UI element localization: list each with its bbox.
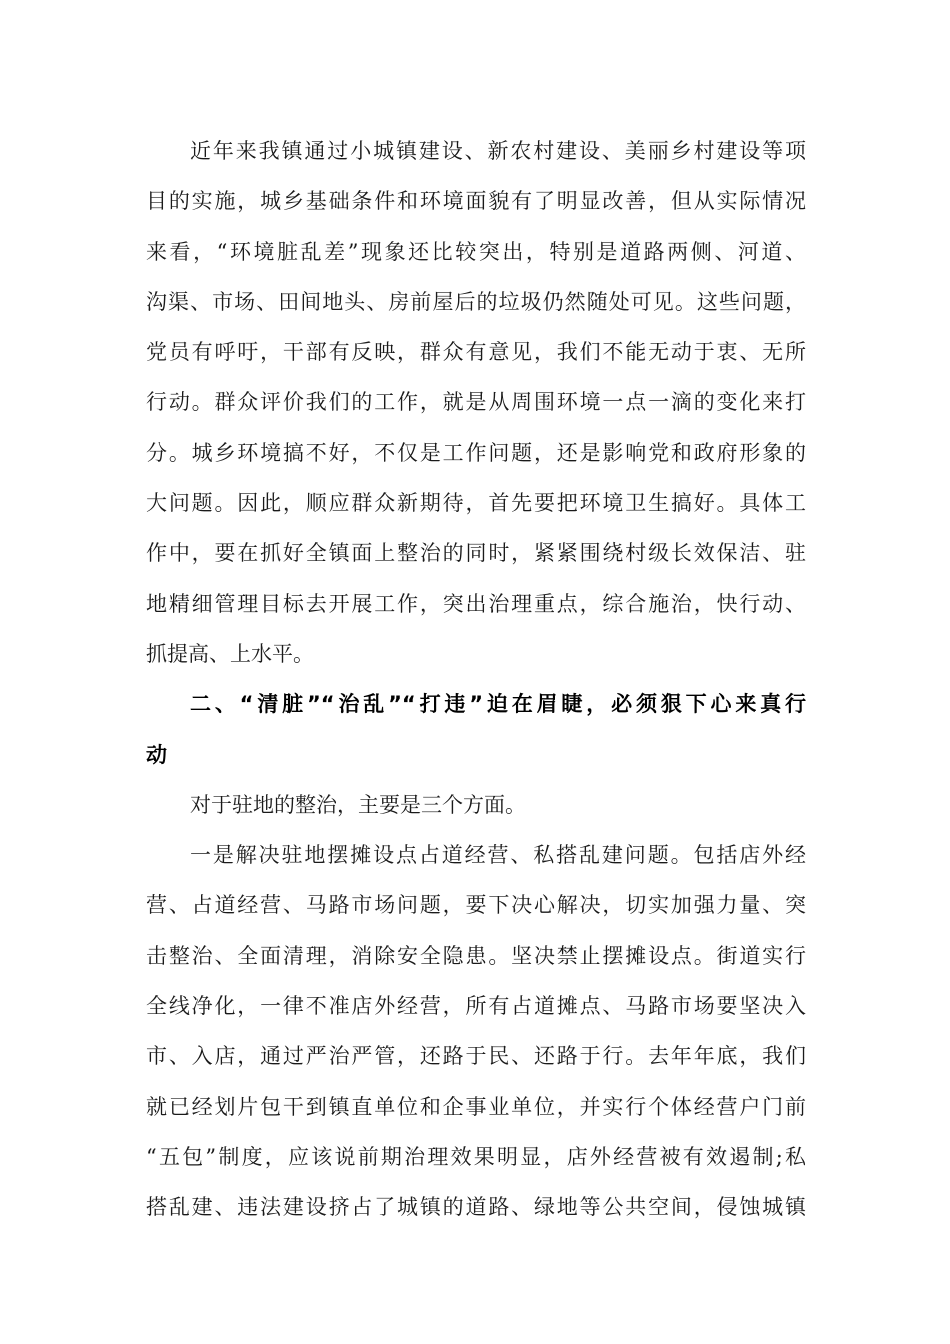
text-line: 来看，“环境脏乱差”现象还比较突出，特别是道路两侧、河道、 [146, 239, 806, 264]
text-line: 目的实施，城乡基础条件和环境面貌有了明显改善，但从实际情况 [146, 189, 806, 214]
paragraph-intro [146, 780, 806, 830]
text-line: 就已经划片包干到镇直单位和企事业单位，并实行个体经营户门前 [146, 1094, 806, 1119]
text-line: 营、占道经营、马路市场问题，要下决心解决，切实加强力量、突 [146, 893, 806, 918]
text-line: 行动。群众评价我们的工作，就是从周围环境一点一滴的变化来打 [146, 390, 806, 415]
paragraph-environment [146, 126, 806, 679]
text-line: 作中，要在抓好全镇面上整治的同时，紧紧围绕村级长效保洁、驻 [146, 541, 806, 566]
text-line: “五包”制度，应该说前期治理效果明显，店外经营被有效遏制;私 [146, 1144, 806, 1169]
text-line: 全线净化，一律不准店外经营，所有占道摊点、马路市场要坚决入 [146, 994, 806, 1019]
text-line: 分。城乡环境搞不好，不仅是工作问题，还是影响党和政府形象的 [146, 440, 806, 465]
text-line: 近年来我镇通过小城镇建设、新农村建设、美丽乡村建设等项 [190, 139, 806, 163]
document-body [146, 126, 806, 1233]
paragraph-stalls [146, 830, 806, 1232]
text-line: 搭乱建、违法建设挤占了城镇的道路、绿地等公共空间，侵蚀城镇 [146, 1195, 806, 1220]
text-line: 对于驻地的整治，主要是三个方面。 [190, 792, 526, 817]
text-line: 大问题。因此，顺应群众新期待，首先要把环境卫生搞好。具体工 [146, 491, 806, 516]
text-line: 党员有呼吁，干部有反映，群众有意见，我们不能无动于衷、无所 [146, 340, 806, 365]
text-line: 击整治、全面清理，消除安全隐患。坚决禁止摆摊设点。街道实行 [146, 943, 806, 968]
text-line: 抓提高、上水平。 [146, 641, 314, 666]
text-line: 沟渠、市场、田间地头、房前屋后的垃圾仍然随处可见。这些问题， [146, 289, 806, 314]
heading-line: 动 [146, 742, 167, 767]
text-line: 地精细管理目标去开展工作，突出治理重点，综合施治，快行动、 [146, 591, 806, 616]
text-line: 市、入店，通过严治严管，还路于民、还路于行。去年年底，我们 [146, 1044, 806, 1069]
text-line: 一是解决驻地摆摊设点占道经营、私搭乱建问题。包括店外经 [190, 843, 806, 868]
section-heading [146, 679, 806, 780]
heading-line: 二、“清脏”“治乱”“打违”迫在眉睫，必须狠下心来真行 [190, 692, 806, 717]
